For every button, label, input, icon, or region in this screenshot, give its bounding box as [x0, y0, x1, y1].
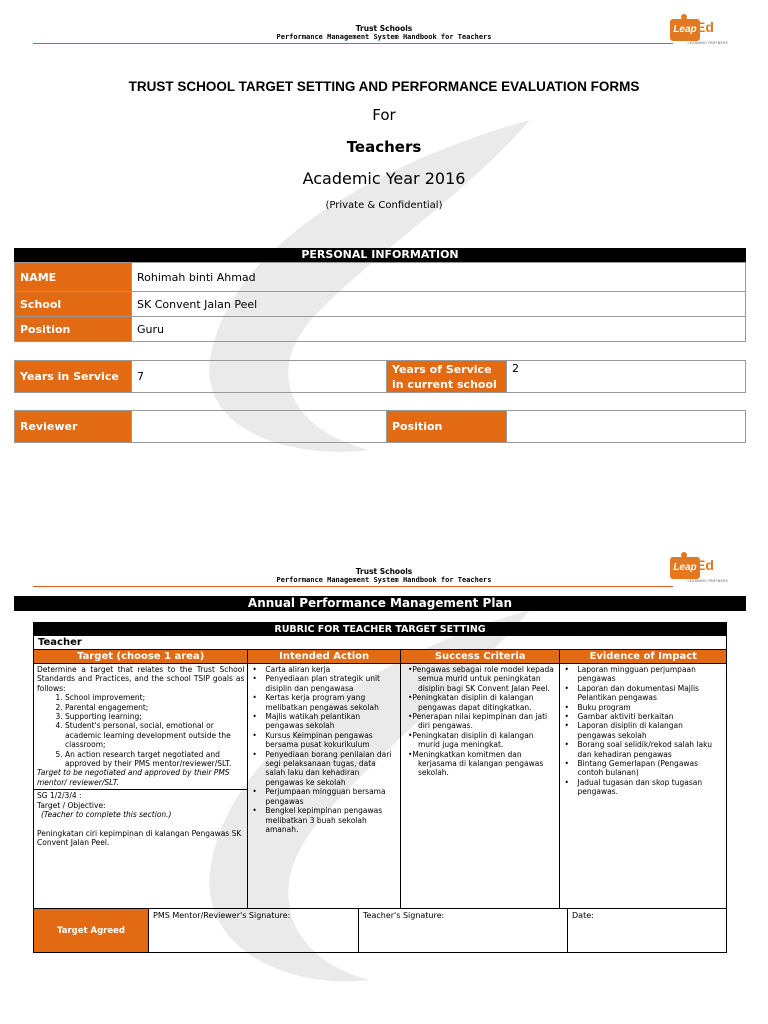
action-list: [251, 665, 397, 834]
header-line1: Trust Schools: [355, 24, 413, 33]
target-list: [37, 693, 244, 768]
col-action: Intended Action: [248, 650, 401, 663]
col-success: Success Criteria: [401, 650, 561, 663]
reviewer-position-label: Position: [387, 411, 507, 443]
title-for: For: [372, 106, 396, 124]
service-table: [14, 360, 746, 393]
plan-title: Annual Performance Management Plan: [14, 596, 746, 611]
target-intro: Determine a target that relates to the Trust School Standards and Practices, and the school TSIP goals as follows:: [37, 665, 245, 693]
target-agreed-label: Target Agreed: [34, 909, 149, 952]
teacher-signature-field[interactable]: Teacher's Signature:: [359, 909, 568, 952]
list-item: 2. Parental engagement;: [65, 703, 244, 712]
list-item: • Jadual tugasan dan skop tugasan pengawas.: [563, 778, 723, 797]
list-item: 5. An action research target negotiated and approved by their PMS mentor/reviewer/SLT.: [65, 750, 244, 769]
title-year: Academic Year 2016: [302, 169, 466, 188]
name-row: [15, 263, 746, 292]
list-item: • Penyediaan borang penilaian dari segi pelaksanaan tugas, data salah laku dan kehadiran pengawas ke sekolah: [251, 750, 397, 788]
reviewer-table: [14, 410, 746, 443]
list-item: • Carta aliran kerja: [251, 665, 397, 674]
logo-text: Leap: [670, 557, 700, 579]
objective-text: Peningkatan ciri kepimpinan di kalangan Pengawas SK Convent Jalan Peel.: [37, 828, 242, 847]
list-item: • Perjumpaan mingguan bersama pengawas: [251, 787, 397, 806]
signature-row: [34, 908, 726, 952]
mentor-signature-field[interactable]: PMS Mentor/Reviewer's Signature:: [149, 909, 359, 952]
list-item: •Pengawas sebagai role model kepada semua murid untuk peningkatan disiplin bagi SK Convent Jalan Peel.: [407, 665, 554, 693]
logo-text-ed: Ed: [696, 557, 714, 573]
reviewer-label: Reviewer: [15, 411, 132, 443]
personal-info-table: [14, 262, 746, 342]
position-label: Position: [15, 317, 132, 342]
list-item: •Penerapan nilai kepimpinan dan jati diri pengawas.: [407, 712, 548, 731]
header-line1: Trust Schools: [355, 567, 413, 576]
logo-tagline: LEARNING PARTNERS: [687, 579, 728, 583]
list-item: •Meningkatkan komitmen dan kerjasama di kalangan pengawas sekolah.: [407, 749, 544, 778]
list-item: • Laporan dan dokumentasi Majlis Pelantikan pengawas: [563, 684, 723, 703]
list-item: • Penyediaan plan strategik unit disiplin dan pengawasa: [251, 674, 397, 693]
header-line2: Performance Management System Handbook for Teachers: [276, 576, 492, 584]
objective-note: (Teacher to complete this section.): [41, 810, 172, 820]
school-value[interactable]: SK Convent Jalan Peel: [132, 292, 746, 317]
page-header: [0, 24, 768, 42]
list-item: • Borang soal selidik/rekod salah laku dan kehadiran pengawas: [563, 740, 723, 759]
list-item: •Peningkatan disiplin di kalangan pengawas dapat ditingkatkan.: [407, 693, 534, 712]
date-field[interactable]: Date:: [572, 911, 594, 920]
col-target: Target (choose 1 area): [34, 650, 248, 663]
sg-label: SG 1/2/3/4 :: [37, 791, 82, 801]
years-current-value[interactable]: 2: [507, 361, 746, 393]
personal-info-header: PERSONAL INFORMATION: [14, 248, 746, 262]
target-cell: [34, 664, 248, 908]
rubric-table: [33, 622, 727, 953]
document-title: TRUST SCHOOL TARGET SETTING AND PERFORMANCE EVALUATION FORMS: [128, 79, 640, 94]
list-item: • Buku program: [563, 703, 723, 712]
header-line2: Performance Management System Handbook for Teachers: [276, 33, 492, 41]
years-current-label: Years of Service in current school: [387, 361, 507, 393]
rubric-body: [34, 663, 726, 908]
years-value[interactable]: 7: [132, 361, 387, 393]
name-value[interactable]: Rohimah binti Ahmad: [132, 263, 746, 292]
logo-tagline: LEARNING PARTNERS: [687, 41, 728, 45]
page2-header: [0, 567, 768, 585]
list-item: • Kertas kerja program yang melibatkan pengawas sekolah: [251, 693, 397, 712]
position-value[interactable]: Guru: [132, 317, 746, 342]
school-label: School: [15, 292, 132, 317]
reviewer-position-value[interactable]: [507, 411, 746, 443]
list-item: • Laporan disiplin di kalangan pengawas sekolah: [563, 721, 723, 740]
list-item: • Bengkel kepimpinan pengawas melibatkan 3 buah sekolah amanah.: [251, 806, 397, 834]
target-note: Target to be negotiated and approved by their PMS mentor/ reviewer/SLT.: [37, 768, 230, 787]
list-item: 3. Supporting learning;: [65, 712, 244, 721]
leaped-logo: [670, 14, 728, 44]
action-cell[interactable]: [248, 664, 401, 908]
list-item: • Bintang Gemerlapan (Pengawas contoh bulanan): [563, 759, 723, 778]
reviewer-row: [15, 411, 746, 443]
list-item: •Peningkatan disiplin di kalangan murid juga meningkat.: [407, 730, 534, 750]
list-item: • Laporan mingguan perjumpaan pengawas: [563, 665, 723, 684]
service-row: [15, 361, 746, 393]
leaped-logo: [670, 552, 728, 582]
logo-text: Leap: [670, 19, 700, 41]
teacher-label: Teacher: [34, 636, 726, 650]
evidence-cell[interactable]: [560, 664, 726, 908]
list-item: • Gambar aktiviti berkaitan: [563, 712, 723, 721]
reviewer-value[interactable]: [132, 411, 387, 443]
rubric-column-headers: [34, 650, 726, 663]
objective-section[interactable]: [34, 789, 247, 847]
criteria-list: [404, 665, 557, 778]
list-item: 1. School improvement;: [65, 693, 244, 702]
title-confidential: (Private & Confidential): [325, 200, 443, 211]
list-item: • Kursus Keimpinan pengawas bersama pusat kokurikulum: [251, 731, 397, 750]
position-row: [15, 317, 746, 342]
title-audience: Teachers: [346, 138, 422, 156]
header-rule: [33, 586, 673, 587]
objective-label: Target / Objective:: [37, 800, 106, 810]
list-item: • Majlis watikah pelantikan pengawas sekolah: [251, 712, 397, 731]
col-evidence: Evidence of Impact: [589, 651, 697, 662]
evidence-list: [563, 665, 723, 797]
school-row: [15, 292, 746, 317]
success-cell[interactable]: [401, 664, 561, 908]
years-label: Years in Service: [15, 361, 132, 393]
list-item: 4. Student's personal, social, emotional or academic learning development outside the classroom;: [65, 721, 244, 749]
header-rule: [33, 43, 673, 44]
rubric-title: RUBRIC FOR TEACHER TARGET SETTING: [34, 623, 726, 636]
name-label: NAME: [15, 263, 132, 292]
logo-text-ed: Ed: [696, 19, 714, 35]
